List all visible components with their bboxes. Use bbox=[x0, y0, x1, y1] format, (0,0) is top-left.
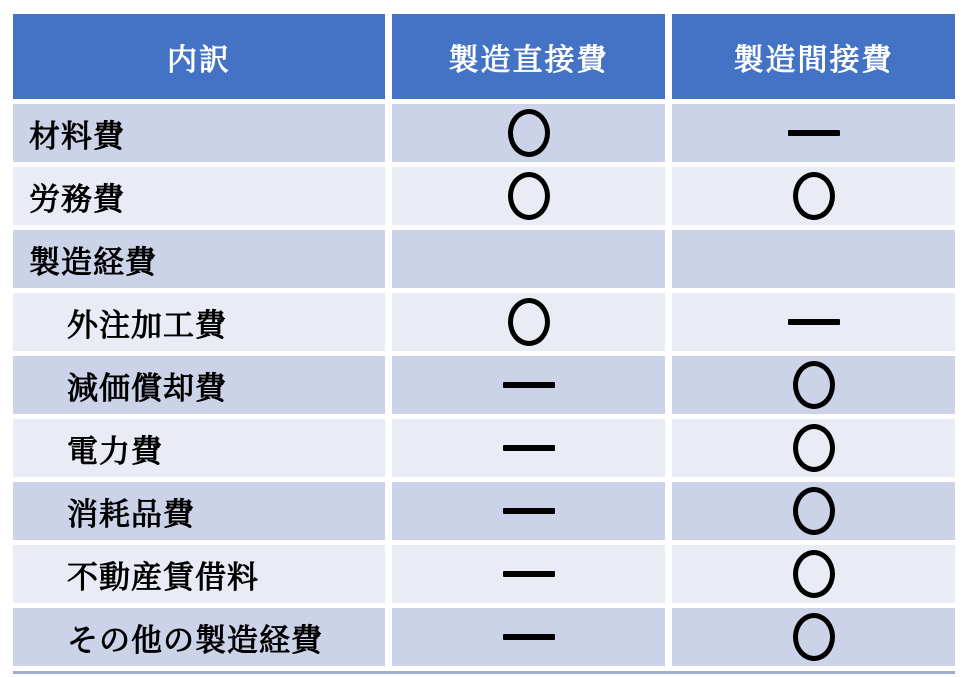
header-cell-direct-cost: 製造直接費 bbox=[392, 14, 665, 99]
direct-cost-cell bbox=[392, 419, 665, 477]
indirect-cost-cell bbox=[672, 167, 955, 225]
table-row-outsourced-processing bbox=[13, 293, 955, 351]
row-label: 材料費 bbox=[13, 104, 385, 162]
table-header-row bbox=[13, 14, 955, 99]
direct-cost-cell bbox=[392, 167, 665, 225]
circle-mark bbox=[793, 550, 835, 598]
table-row-depreciation bbox=[13, 356, 955, 414]
header-cell-indirect-cost: 製造間接費 bbox=[672, 14, 955, 99]
row-label: 減価償却費 bbox=[13, 356, 385, 414]
dash-mark bbox=[503, 634, 555, 640]
direct-cost-cell bbox=[392, 545, 665, 603]
table-row-labor-cost bbox=[13, 167, 955, 225]
circle-mark bbox=[508, 109, 550, 157]
row-label: 消耗品費 bbox=[13, 482, 385, 540]
dash-mark bbox=[788, 319, 840, 325]
table-row-real-estate-rent bbox=[13, 545, 955, 603]
direct-cost-cell bbox=[392, 104, 665, 162]
indirect-cost-cell bbox=[672, 545, 955, 603]
header-cell-breakdown: 内訳 bbox=[13, 14, 385, 99]
row-label: 労務費 bbox=[13, 167, 385, 225]
direct-cost-cell bbox=[392, 230, 665, 288]
direct-cost-cell bbox=[392, 482, 665, 540]
table-bottom-border bbox=[13, 671, 955, 674]
row-label: 不動産賃借料 bbox=[13, 545, 385, 603]
direct-cost-cell bbox=[392, 293, 665, 351]
dash-mark bbox=[503, 445, 555, 451]
table-row-consumables bbox=[13, 482, 955, 540]
circle-mark bbox=[793, 424, 835, 472]
direct-cost-cell bbox=[392, 356, 665, 414]
circle-mark bbox=[508, 298, 550, 346]
table-row-electricity bbox=[13, 419, 955, 477]
dash-mark bbox=[788, 130, 840, 136]
dash-mark bbox=[503, 571, 555, 577]
indirect-cost-cell bbox=[672, 356, 955, 414]
row-label: 電力費 bbox=[13, 419, 385, 477]
circle-mark bbox=[793, 487, 835, 535]
row-label: 外注加工費 bbox=[13, 293, 385, 351]
circle-mark bbox=[793, 172, 835, 220]
cost-classification-table bbox=[13, 14, 955, 674]
indirect-cost-cell bbox=[672, 419, 955, 477]
row-label: その他の製造経費 bbox=[13, 608, 385, 666]
indirect-cost-cell bbox=[672, 104, 955, 162]
dash-mark bbox=[503, 508, 555, 514]
row-label: 製造経費 bbox=[13, 230, 385, 288]
indirect-cost-cell bbox=[672, 293, 955, 351]
indirect-cost-cell bbox=[672, 482, 955, 540]
circle-mark bbox=[508, 172, 550, 220]
circle-mark bbox=[793, 613, 835, 661]
table-row-material-cost bbox=[13, 104, 955, 162]
table-row-other-manufacturing-expenses bbox=[13, 608, 955, 666]
dash-mark bbox=[503, 382, 555, 388]
indirect-cost-cell bbox=[672, 230, 955, 288]
indirect-cost-cell bbox=[672, 608, 955, 666]
table-row-manufacturing-expenses bbox=[13, 230, 955, 288]
direct-cost-cell bbox=[392, 608, 665, 666]
circle-mark bbox=[793, 361, 835, 409]
